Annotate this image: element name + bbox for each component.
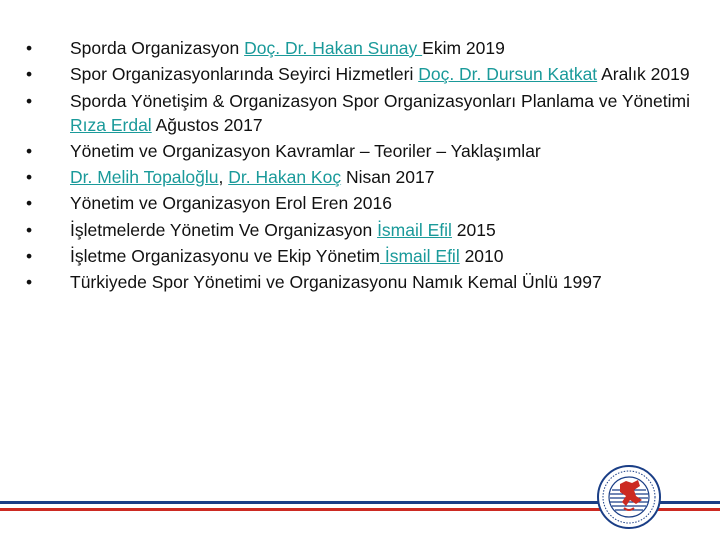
bullet-icon: • bbox=[26, 140, 33, 161]
reference-text: Ağustos 2017 bbox=[151, 114, 263, 135]
bullet-icon: • bbox=[26, 38, 33, 58]
reference-item bbox=[26, 191, 691, 215]
reference-item bbox=[26, 139, 691, 163]
author-link[interactable]: İsmail Efil bbox=[377, 219, 452, 240]
reference-text: Yönetim ve Organizasyon Erol Eren 2016 bbox=[70, 193, 392, 214]
reference-item bbox=[26, 89, 691, 137]
reference-text: Yönetim ve Organizasyon Kavramlar – Teoriler – Yaklaşımlar bbox=[70, 140, 541, 161]
reference-text: Nisan 2017 bbox=[341, 167, 435, 188]
reference-item bbox=[26, 36, 691, 60]
bullet-icon: • bbox=[26, 167, 33, 188]
reference-text: Sporda Yönetişim & Organizasyon Spor Organizasyonları Planlama ve Yönetimi bbox=[70, 90, 690, 111]
author-link[interactable]: Doç. Dr. Dursun Katkat bbox=[418, 64, 598, 85]
reference-text: Sporda Organizasyon bbox=[70, 38, 245, 58]
bullet-icon: • bbox=[26, 90, 33, 111]
reference-text: 2010 bbox=[459, 246, 504, 267]
reference-text: , bbox=[218, 167, 229, 188]
bullet-icon: • bbox=[26, 246, 33, 267]
reference-text: Türkiyede Spor Yönetimi ve Organizasyonu Namık Kemal Ünlü 1997 bbox=[70, 272, 602, 293]
reference-item bbox=[26, 244, 691, 268]
bullet-icon: • bbox=[26, 272, 33, 293]
author-link[interactable]: Doç. Dr. Hakan Sunay bbox=[244, 38, 423, 58]
bullet-icon: • bbox=[26, 64, 33, 85]
reference-text: Spor Organizasyonlarında Seyirci Hizmetleri bbox=[70, 64, 419, 85]
bullet-icon: • bbox=[26, 193, 33, 214]
reference-text: Ekim 2019 bbox=[422, 38, 505, 58]
reference-item bbox=[26, 218, 691, 242]
reference-text: 2015 bbox=[451, 219, 496, 240]
author-link[interactable]: İsmail Efil bbox=[379, 246, 460, 267]
reference-item bbox=[26, 270, 691, 294]
reference-item bbox=[26, 165, 691, 189]
author-link[interactable]: Dr. Hakan Koç bbox=[228, 167, 342, 188]
author-link[interactable]: Dr. Melih Topaloğlu bbox=[70, 167, 219, 188]
reference-text: Aralık 2019 bbox=[597, 64, 690, 85]
university-seal-icon bbox=[596, 464, 662, 530]
reference-item bbox=[26, 62, 691, 86]
reference-text: İşletmelerde Yönetim Ve Organizasyon bbox=[70, 219, 378, 240]
bullet-icon: • bbox=[26, 219, 33, 240]
reference-list bbox=[26, 36, 691, 297]
reference-text: İşletme Organizasyonu ve Ekip Yönetim bbox=[70, 246, 380, 267]
author-link[interactable]: Rıza Erdal bbox=[70, 114, 152, 135]
